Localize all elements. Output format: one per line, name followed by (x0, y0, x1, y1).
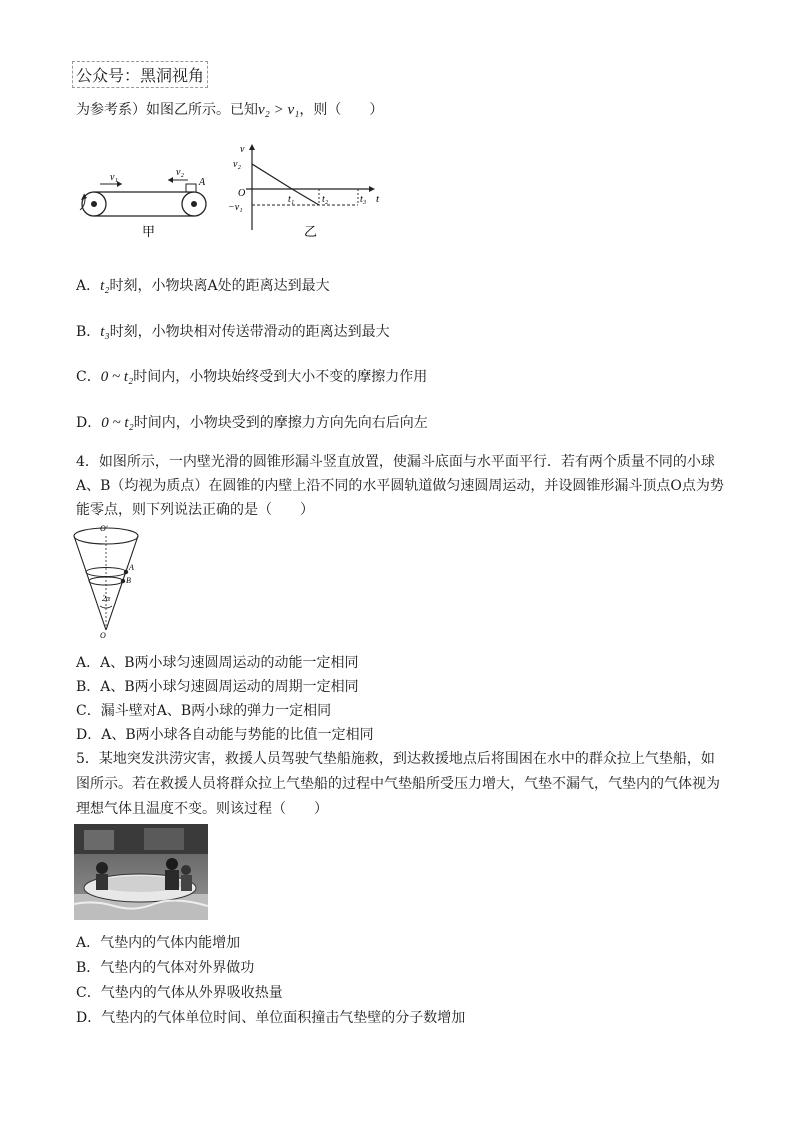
q4-line-1: 4．如图所示，一内壁光滑的圆锥形漏斗竖直放置，使漏斗底面与水平面平行．若有两个质量不同的小球 (76, 454, 715, 470)
cone-A-label: A (129, 563, 134, 572)
q3-option-b (76, 322, 390, 342)
q4-option-d: D．A、B两小球各自动能与势能的比值一定相同 (76, 727, 374, 743)
belt-A-label: A (199, 177, 206, 188)
option-letter: D． (76, 415, 102, 431)
q5-option-a: A．气垫内的气体内能增加 (76, 935, 241, 951)
block-A (186, 184, 196, 192)
q5-line-1: 5．某地突发洪涝灾害，救援人员驾驶气垫船施救，到达救援地点后将围困在水中的群众拉上气垫船，如 (76, 751, 715, 767)
option-text: 时间内，小物块受到的摩擦力方向先向右后向左 (133, 415, 428, 431)
caption-jia: 甲 (142, 224, 156, 239)
q5-line-3: 理想气体且温度不变。则该过程（ ） (76, 801, 328, 817)
intro-suffix: ，则（ ） (299, 102, 384, 118)
q3-option-d (76, 413, 428, 433)
q4-option-b: B．A、B两小球匀速圆周运动的周期一定相同 (76, 679, 359, 695)
q3-option-c (76, 367, 427, 387)
cone-top-label: O' (100, 524, 108, 533)
belt-v1-label: v₁ (110, 172, 118, 183)
v2-tick-label: v₂ (233, 159, 241, 170)
q4-option-c: C．漏斗壁对A、B两小球的弹力一定相同 (76, 703, 332, 719)
q5-option-b: B．气垫内的气体对外界做功 (76, 960, 255, 976)
cone-B-label: B (126, 576, 131, 585)
option-math: t₂ (100, 278, 110, 294)
ball-B (121, 579, 125, 583)
q5-option-d: D．气垫内的气体单位时间、单位面积撞击气垫壁的分子数增加 (76, 1010, 466, 1026)
belt-v2-label: v₂ (176, 167, 184, 178)
intro-line (76, 100, 383, 120)
axis-t-label: t (376, 193, 380, 205)
intro-prefix: 为参考系）如图乙所示。已知 (76, 102, 258, 118)
cone-apex-label: O (100, 631, 106, 640)
axis-v-label: v (240, 144, 245, 155)
origin-label: O (238, 188, 246, 199)
cone-angle-label: 2α (102, 594, 111, 603)
q5-option-c: C．气垫内的气体从外界吸收热量 (76, 985, 283, 1001)
option-math: 0 ~ t₂ (100, 369, 134, 385)
figure-belt (72, 140, 392, 240)
option-math: 0 ~ t₂ (101, 415, 134, 431)
option-text: 时刻，小物块离A处的距离达到最大 (109, 278, 330, 294)
t1-label: t₁ (288, 194, 295, 205)
t3-label: t₃ (360, 194, 367, 205)
figure-cone (70, 522, 160, 640)
conveyor-belt-diagram (80, 167, 206, 216)
q4-option-a: A．A、B两小球匀速圆周运动的动能一定相同 (76, 655, 359, 671)
caption-yi: 乙 (304, 224, 318, 239)
q3-option-a (76, 276, 330, 296)
neg-v1-label: −v₁ (228, 202, 243, 213)
ball-A (124, 570, 128, 574)
intro-math: v₂ > v₁ (258, 102, 300, 118)
q5-line-2: 图所示。若在救援人员将群众拉上气垫船的过程中气垫船所受压力增大，气垫不漏气，气垫内的气体视为 (76, 776, 720, 792)
watermark-label: 公众号：黑洞视角 (72, 61, 208, 88)
option-letter: B． (76, 324, 101, 340)
t2-label: t₂ (322, 194, 329, 205)
q4-line-2: A、B（均视为质点）在圆锥的内壁上沿不同的水平圆轨道做匀速圆周运动，并设圆锥形漏斗顶点O点为势 (76, 478, 724, 494)
option-text: 时间内，小物块始终受到大小不变的摩擦力作用 (133, 369, 428, 385)
option-math: t₃ (100, 324, 110, 340)
vt-graph (228, 144, 380, 230)
option-text: 时刻，小物块相对传送带滑动的距离达到最大 (109, 324, 390, 340)
hovercraft-rescue-photo (74, 824, 208, 920)
option-letter: C． (76, 369, 101, 385)
q4-line-3: 能零点，则下列说法正确的是（ ） (76, 502, 314, 518)
option-letter: A． (76, 278, 101, 294)
